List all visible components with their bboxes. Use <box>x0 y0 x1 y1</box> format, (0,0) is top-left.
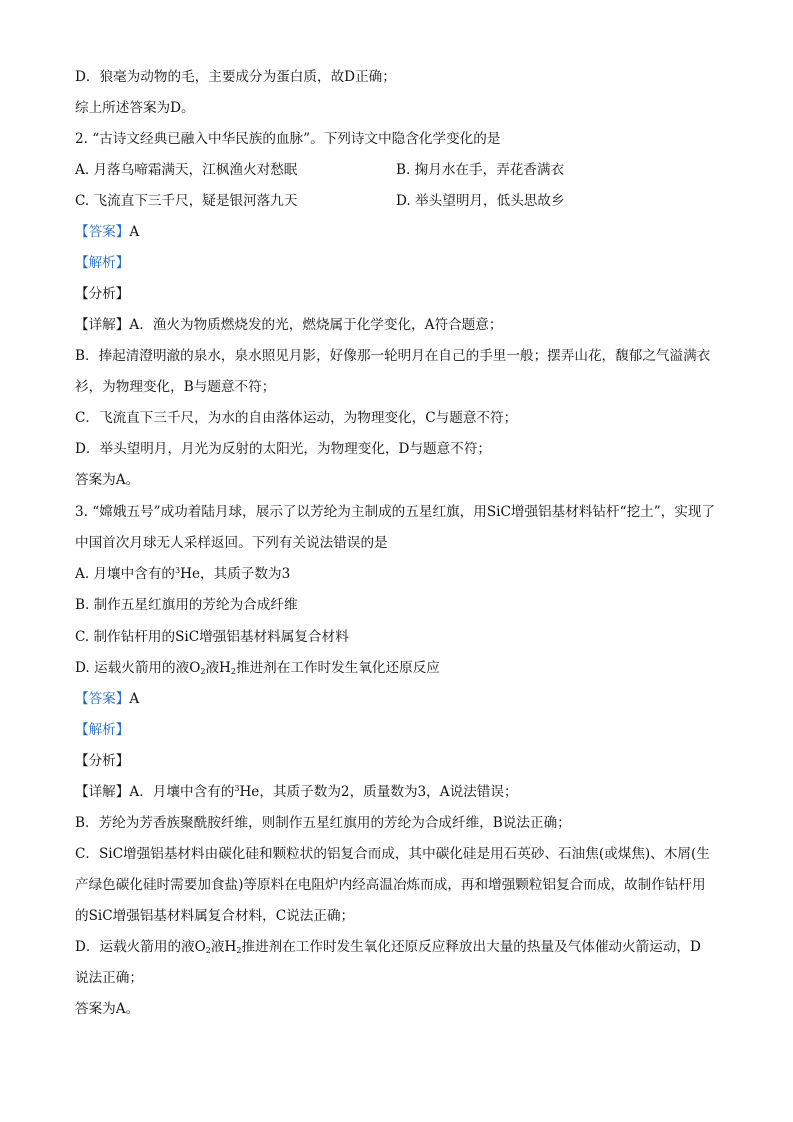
answer-value: A <box>129 691 140 707</box>
analysis-tag: 【解析】 <box>75 255 130 271</box>
explanation-line: D．运载火箭用的液$O_2$液$H_2$推进剂在工作时发生氧化还原反应释放出大量的热量及气体催动火箭运动，D <box>75 939 701 955</box>
explanation-line: 的SiC增强铝基材料属复合材料，C说法正确； <box>75 908 355 924</box>
question-stem: 3. “嫦娥五号”成功着陆月球，展示了以芳纶为主制成的五星红旗，用SiC增强铝基材料钻杆“挖土”，实现了 <box>75 504 716 520</box>
option-row <box>75 191 733 211</box>
option-b: B. 掬月水在手，弄花香满衣 <box>396 162 565 178</box>
text-line: 综上所述答案为D。 <box>75 100 195 116</box>
explanation-line: 【详解】A．渔火为物质燃烧发的光，燃烧属于化学变化，A符合题意； <box>75 317 503 333</box>
option-d: D. 举头望明月，低头思故乡 <box>396 193 565 209</box>
explanation-line: B．芳纶为芳香族聚酰胺纤维，则制作五星红旗用的芳纶为合成纤维，B说法正确； <box>75 815 571 831</box>
fenxi-tag: 【分析】 <box>75 753 130 769</box>
option-d: D. 运载火箭用的液$O_2$液$H_2$推进剂在工作时发生氧化还原反应 <box>75 660 440 676</box>
explanation-line: B．捧起清澄明澈的泉水，泉水照见月影，好像那一轮明月在自己的手里一般；摆弄山花，馥郁之气溢满衣 <box>75 348 711 364</box>
explanation-line: 说法正确； <box>75 970 143 986</box>
option-b: B. 制作五星红旗用的芳纶为合成纤维 <box>75 597 298 613</box>
explanation-line: 答案为A。 <box>75 472 140 488</box>
answer-line <box>75 689 733 709</box>
option-a: A. 月壤中含有的$^3$He，其质子数为3 <box>75 566 291 582</box>
option-c: C. 飞流直下三千尺，疑是银河落九天 <box>75 193 298 209</box>
text-line: D．狼毫为动物的毛，主要成分为蛋白质，故D正确； <box>75 69 396 85</box>
explanation-line: 产绿色碳化硅时需要加食盐)等原料在电阻炉内经高温冶炼而成，再和增强颗粒铝复合而成，故制作钻杆用 <box>75 877 706 893</box>
explanation-line: C．SiC增强铝基材料由碳化硅和颗粒状的铝复合而成，其中碳化硅是用石英砂、石油焦(或煤焦)、木屑(生 <box>75 846 710 862</box>
explanation-line: 【详解】A．月壤中含有的$^3$He，其质子数为2，质量数为3，A说法错误； <box>75 784 518 800</box>
option-row <box>75 160 733 180</box>
option-c: C. 制作钻杆用的SiC增强铝基材料属复合材料 <box>75 629 349 645</box>
analysis-tag: 【解析】 <box>75 722 130 738</box>
explanation-line: C．飞流直下三千尺，为水的自由落体运动，为物理变化，C与题意不符； <box>75 410 518 426</box>
answer-line <box>75 222 733 242</box>
explanation-line: 答案为A。 <box>75 1001 140 1017</box>
explanation-line: D．举头望明月，月光为反射的太阳光，为物理变化，D与题意不符； <box>75 441 492 457</box>
question-stem: 2. “古诗文经典已融入中华民族的血脉”。下列诗文中隐含化学变化的是 <box>75 131 501 147</box>
option-a: A. 月落乌啼霜满天，江枫渔火对愁眠 <box>75 162 298 178</box>
question-stem: 中国首次月球无人采样返回。下列有关说法错误的是 <box>75 535 388 551</box>
fenxi-tag: 【分析】 <box>75 286 130 302</box>
answer-tag: 【答案】 <box>75 691 130 707</box>
explanation-line: 衫，为物理变化，B与题意不符； <box>75 379 276 395</box>
answer-tag: 【答案】 <box>75 224 130 240</box>
answer-value: A <box>129 224 140 240</box>
